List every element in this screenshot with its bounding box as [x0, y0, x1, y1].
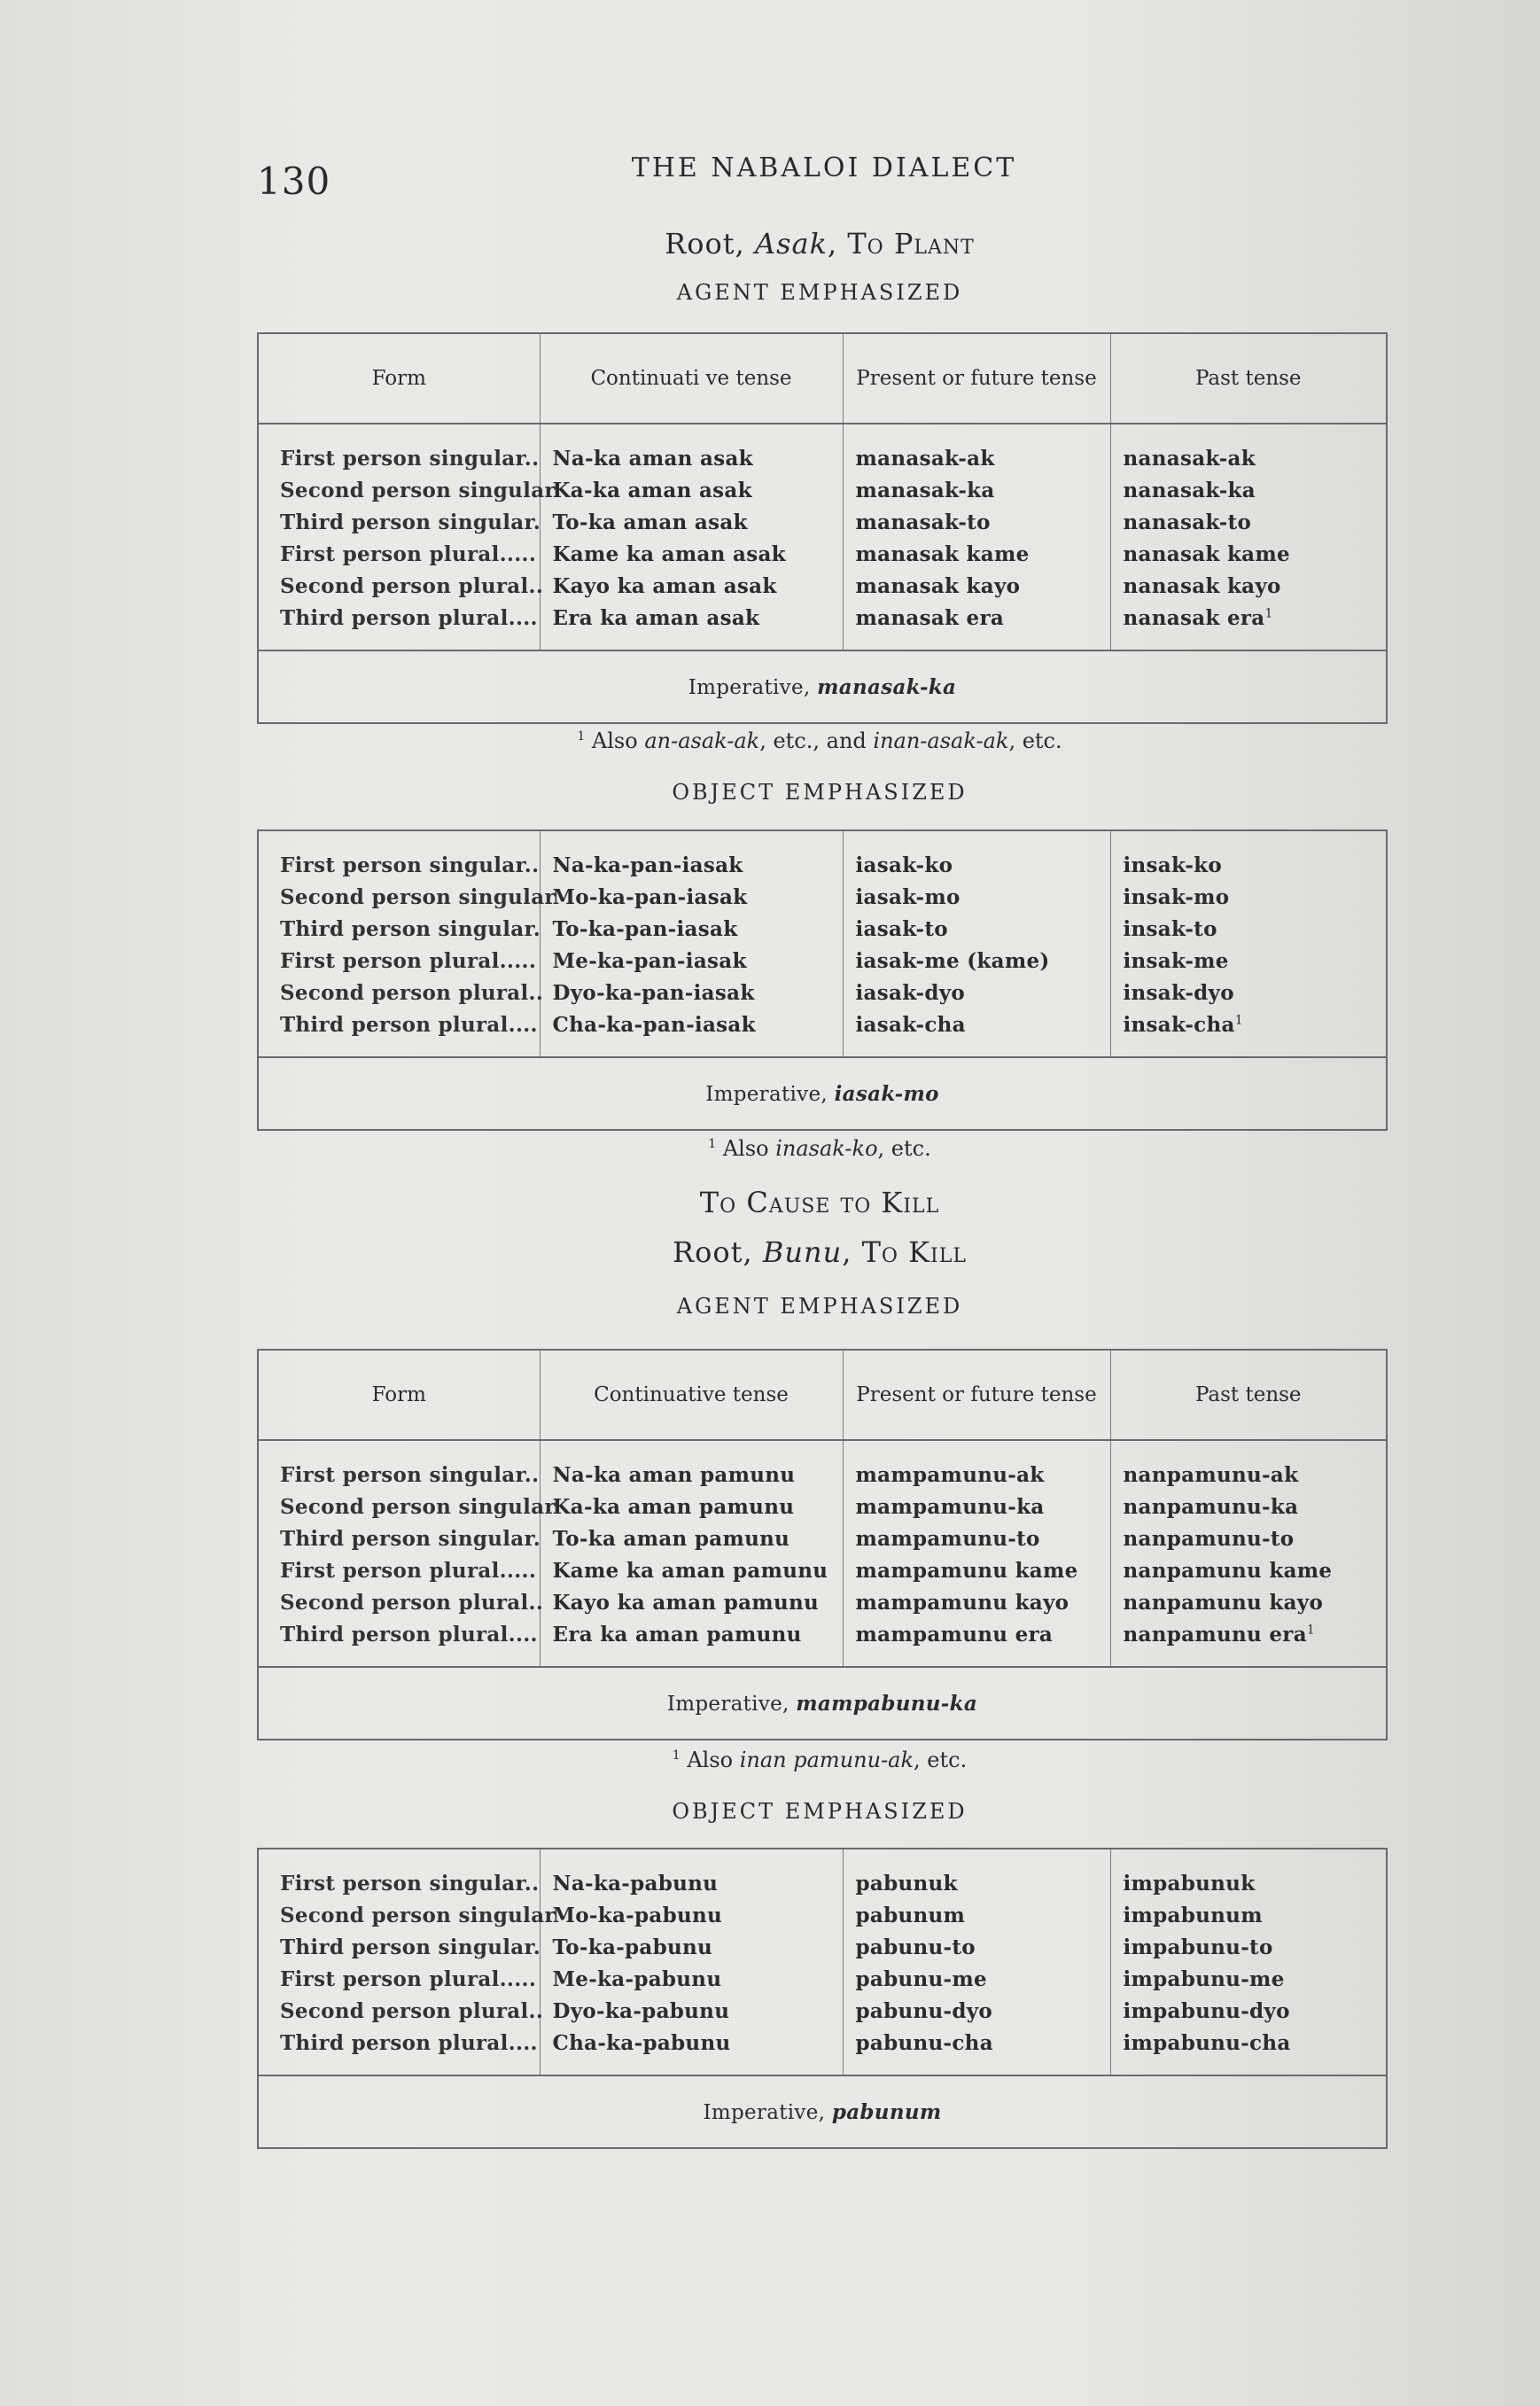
table-row: Second person plural.. Kayo ka aman asak manasak kayo nanasak kayo — [258, 570, 1387, 602]
footnote-3: $^1$ Also inan pamunu-ak, etc. — [672, 1748, 968, 1772]
table-row: Second person singular Ka-ka aman asak manasak-ka nanasak-ka — [258, 474, 1387, 506]
table-bunu-object — [257, 1848, 1388, 2149]
footnote-2: $^1$ Also inasak-ko, etc. — [708, 1136, 931, 1161]
table-row: Third person singular. To-ka aman asak manasak-to nanasak-to — [258, 506, 1387, 538]
table-row: First person singular.. Na-ka aman asak manasak-ak nanasak-ak — [258, 424, 1387, 474]
imperative-row: Imperative, pabunum — [258, 2075, 1387, 2148]
table-row: First person singular.. Na-ka-pabunu pabunuk impabunuk — [258, 1849, 1387, 1899]
table-row: Second person plural.. Kayo ka aman pamunu mampamunu kayo nanpamunu kayo — [258, 1586, 1387, 1618]
column-header-form: Form — [258, 333, 540, 424]
column-header-continuative: Continuati ve tense — [540, 333, 843, 424]
footnote-marker: 1 — [1264, 605, 1273, 620]
table-row: Third person singular. To-ka aman pamunu mampamunu-to nanpamunu-to — [258, 1522, 1387, 1554]
column-header-past: Past tense — [1110, 333, 1387, 424]
table-asak-object — [257, 829, 1388, 1131]
section-heading-agent-1: AGENT EMPHASIZED — [676, 280, 963, 305]
table-bunu-agent — [257, 1349, 1388, 1740]
table-row: Third person singular. To-ka-pabunu pabunu-to impabunu-to — [258, 1931, 1387, 1963]
section-title-cause-to-kill: To Cause to Kill — [699, 1186, 940, 1219]
page-number: 130 — [257, 160, 331, 203]
table-row: Second person plural.. Dyo-ka-pan-iasak iasak-dyo insak-dyo — [258, 977, 1387, 1008]
table-row: Third person plural.... Era ka aman asak manasak era nanasak era$^1$ — [258, 602, 1387, 650]
column-header-present-future: Present or future tense — [843, 333, 1110, 424]
section-heading-agent-2: AGENT EMPHASIZED — [676, 1294, 963, 1319]
column-header-continuative: Continuative tense — [540, 1350, 843, 1440]
footnote-marker: 1 — [1306, 1622, 1316, 1637]
section-heading-object-2: OBJECT EMPHASIZED — [672, 1799, 968, 1824]
table-row: First person singular.. Na-ka aman pamunu mampamunu-ak nanpamunu-ak — [258, 1440, 1387, 1491]
running-head: THE NABALOI DIALECT — [631, 152, 1017, 183]
footnote-1: $^1$ Also an-asak-ak, etc., and inan-asak-ak, etc. — [577, 728, 1062, 753]
table-row: Second person singular Ka-ka aman pamunu mampamunu-ka nanpamunu-ka — [258, 1491, 1387, 1522]
column-header-present-future: Present or future tense — [843, 1350, 1110, 1440]
table-row: First person singular.. Na-ka-pan-iasak iasak-ko insak-ko — [258, 830, 1387, 881]
column-header-form: Form — [258, 1350, 540, 1440]
table-row: Third person plural.... Era ka aman pamunu mampamunu era nanpamunu era$^1$ — [258, 1618, 1387, 1667]
root-title-bunu: Root, Bunu, To Kill — [673, 1235, 967, 1269]
table-row: First person plural..... Me-ka-pan-iasak iasak-me (kame) insak-me — [258, 945, 1387, 977]
table-row: Third person plural.... Cha-ka-pan-iasak iasak-cha insak-cha$^1$ — [258, 1008, 1387, 1057]
root-title-asak: Root, Asak, To Plant — [665, 227, 975, 261]
table-row: Second person singular Mo-ka-pan-iasak iasak-mo insak-mo — [258, 881, 1387, 913]
table-asak-agent — [257, 332, 1388, 724]
imperative-row: Imperative, manasak-ka — [258, 650, 1387, 723]
table-row: Second person singular Mo-ka-pabunu pabunum impabunum — [258, 1899, 1387, 1931]
table-row: First person plural..... Me-ka-pabunu pabunu-me impabunu-me — [258, 1963, 1387, 1995]
table-row: First person plural..... Kame ka aman asak manasak kame nanasak kame — [258, 538, 1387, 570]
section-heading-object-1: OBJECT EMPHASIZED — [672, 780, 968, 805]
table-row: Second person plural.. Dyo-ka-pabunu pabunu-dyo impabunu-dyo — [258, 1995, 1387, 2027]
table-row: Third person singular. To-ka-pan-iasak iasak-to insak-to — [258, 913, 1387, 945]
imperative-row: Imperative, iasak-mo — [258, 1057, 1387, 1130]
footnote-marker: 1 — [1234, 1012, 1243, 1027]
column-header-past: Past tense — [1110, 1350, 1387, 1440]
imperative-row: Imperative, mampabunu-ka — [258, 1667, 1387, 1740]
table-row: First person plural..... Kame ka aman pamunu mampamunu kame nanpamunu kame — [258, 1554, 1387, 1586]
table-row: Third person plural.... Cha-ka-pabunu pabunu-cha impabunu-cha — [258, 2027, 1387, 2075]
